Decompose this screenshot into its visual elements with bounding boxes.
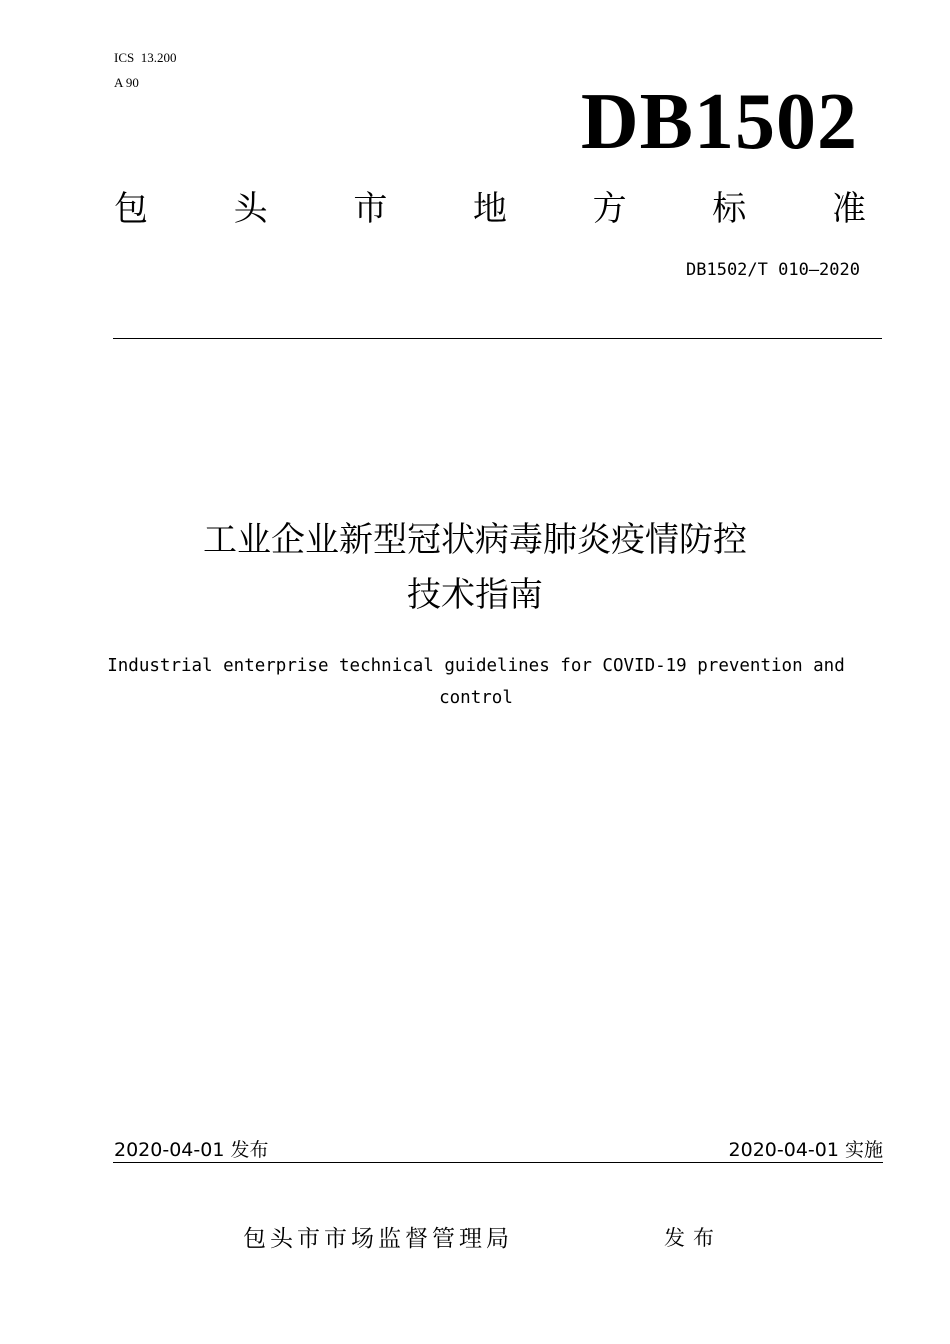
header-divider bbox=[113, 338, 882, 339]
title-english-line-1: Industrial enterprise technical guidelines for COVID-19 prevention and bbox=[107, 656, 845, 676]
footer-divider bbox=[113, 1162, 883, 1163]
standard-type-char: 头 bbox=[233, 189, 268, 229]
standard-type-char: 准 bbox=[831, 189, 866, 229]
title-chinese-line-1: 工业企业新型冠状病毒肺炎疫情防控 bbox=[203, 520, 747, 560]
standard-type-char: 标 bbox=[712, 189, 747, 229]
standard-type-char: 地 bbox=[472, 189, 507, 229]
ics-code: ICS 13.200 bbox=[114, 50, 177, 65]
title-chinese-line-2: 技术指南 bbox=[407, 575, 543, 615]
standard-type-char: 方 bbox=[592, 189, 627, 229]
ccs-code: A 90 bbox=[114, 75, 139, 90]
issue-label: 发布 bbox=[664, 1226, 722, 1250]
standard-type-char: 包 bbox=[114, 189, 148, 229]
standard-type bbox=[114, 186, 866, 232]
implementation-date: 2020-04-01 实施 bbox=[728, 1139, 883, 1161]
title-english-line-2: control bbox=[439, 688, 513, 708]
standard-code: DB1502 bbox=[580, 78, 858, 166]
standard-type-char: 市 bbox=[353, 189, 388, 229]
issue-date: 2020-04-01 发布 bbox=[114, 1139, 269, 1161]
standard-number: DB1502/T 010—2020 bbox=[686, 260, 860, 280]
issuing-authority: 包头市市场监督管理局 bbox=[243, 1226, 513, 1252]
